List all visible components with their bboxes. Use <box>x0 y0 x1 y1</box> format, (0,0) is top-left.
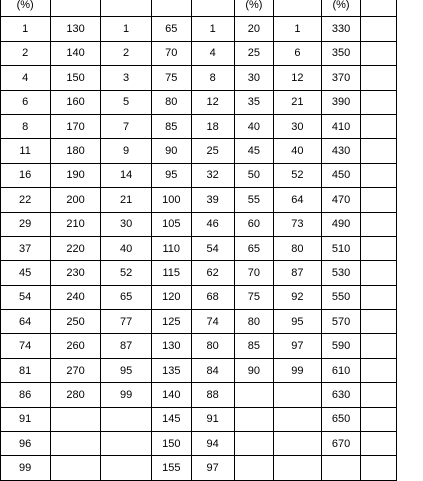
table-cell: 25 <box>234 41 273 65</box>
table-cell: 45 <box>0 261 50 285</box>
table-cell: 30 <box>234 66 273 90</box>
table-cell: 240 <box>50 285 101 309</box>
table-cell <box>361 66 397 90</box>
table-cell: 52 <box>274 163 322 187</box>
table-cell: 14 <box>101 163 152 187</box>
table-cell: 22 <box>0 188 50 212</box>
table-cell: 330 <box>321 17 361 41</box>
table-cell: 80 <box>274 236 322 260</box>
table-cell <box>274 432 322 456</box>
header-cell <box>191 0 234 17</box>
table-cell: 3 <box>101 66 152 90</box>
table-cell <box>361 407 397 431</box>
table-cell: 70 <box>151 41 191 65</box>
table-cell: 73 <box>274 212 322 236</box>
table-cell <box>234 456 273 480</box>
table-cell: 65 <box>151 17 191 41</box>
table-cell: 99 <box>0 456 50 480</box>
table-cell: 87 <box>274 261 322 285</box>
table-row <box>0 139 397 163</box>
table-cell: 550 <box>321 285 361 309</box>
table-cell <box>361 456 397 480</box>
table-cell: 260 <box>50 334 101 358</box>
table-cell: 150 <box>50 66 101 90</box>
table-row <box>0 432 397 456</box>
table-cell: 46 <box>191 212 234 236</box>
table-cell: 1 <box>0 17 50 41</box>
table-cell: 91 <box>0 407 50 431</box>
table-cell <box>361 139 397 163</box>
table-row <box>0 236 397 260</box>
table-cell: 390 <box>321 90 361 114</box>
table-cell: 430 <box>321 139 361 163</box>
table-cell <box>101 432 152 456</box>
table-cell: 6 <box>274 41 322 65</box>
table-cell: 8 <box>0 114 50 138</box>
table-cell: 220 <box>50 236 101 260</box>
table-cell: 120 <box>151 285 191 309</box>
table-cell: 2 <box>101 41 152 65</box>
table-cell: 96 <box>0 432 50 456</box>
table-cell <box>50 456 101 480</box>
table-cell: 140 <box>50 41 101 65</box>
table-cell: 12 <box>191 90 234 114</box>
table-cell: 77 <box>101 310 152 334</box>
table-row <box>0 188 397 212</box>
table-row <box>0 163 397 187</box>
table-cell: 100 <box>151 188 191 212</box>
table-cell <box>361 334 397 358</box>
table-cell <box>361 432 397 456</box>
table-cell: 97 <box>191 456 234 480</box>
table-cell: 64 <box>0 310 50 334</box>
table-cell <box>101 407 152 431</box>
table-cell: 91 <box>191 407 234 431</box>
table-row <box>0 41 397 65</box>
table-row <box>0 334 397 358</box>
table-cell: 150 <box>151 432 191 456</box>
table-cell: 510 <box>321 236 361 260</box>
table-cell: 4 <box>191 41 234 65</box>
table-cell: 50 <box>234 163 273 187</box>
table-cell <box>361 310 397 334</box>
table-cell <box>361 188 397 212</box>
header-row <box>0 0 397 17</box>
table-cell: 590 <box>321 334 361 358</box>
table-cell: 85 <box>234 334 273 358</box>
table-cell <box>274 456 322 480</box>
table-cell: 160 <box>50 90 101 114</box>
table-cell <box>361 163 397 187</box>
table-cell: 80 <box>191 334 234 358</box>
table-cell: 37 <box>0 236 50 260</box>
table-cell: 74 <box>191 310 234 334</box>
table-cell <box>361 261 397 285</box>
table-cell: 145 <box>151 407 191 431</box>
table-cell: 25 <box>191 139 234 163</box>
table-cell: 230 <box>50 261 101 285</box>
header-cell: (%) <box>0 0 50 17</box>
table-cell: 350 <box>321 41 361 65</box>
table-cell: 8 <box>191 66 234 90</box>
table-cell: 21 <box>274 90 322 114</box>
table-cell <box>361 285 397 309</box>
table-cell: 30 <box>274 114 322 138</box>
table-cell: 40 <box>274 139 322 163</box>
table-cell: 94 <box>191 432 234 456</box>
table-cell: 12 <box>274 66 322 90</box>
header-cell: (%) <box>234 0 273 17</box>
header-cell <box>274 0 322 17</box>
header-cell <box>50 0 101 17</box>
header-cell: (%) <box>321 0 361 17</box>
table-cell: 95 <box>101 358 152 382</box>
table-cell: 52 <box>101 261 152 285</box>
table-cell: 64 <box>274 188 322 212</box>
table-row <box>0 358 397 382</box>
table-cell: 1 <box>191 17 234 41</box>
table-cell: 410 <box>321 114 361 138</box>
table-cell: 20 <box>234 17 273 41</box>
table-cell: 250 <box>50 310 101 334</box>
table-cell: 105 <box>151 212 191 236</box>
table-cell: 610 <box>321 358 361 382</box>
table-cell <box>50 407 101 431</box>
table-cell <box>274 383 322 407</box>
table-cell: 630 <box>321 383 361 407</box>
table-cell <box>361 212 397 236</box>
table-cell: 210 <box>50 212 101 236</box>
table-cell <box>361 236 397 260</box>
table-cell: 530 <box>321 261 361 285</box>
table-cell: 99 <box>101 383 152 407</box>
table-cell: 85 <box>151 114 191 138</box>
table-cell <box>361 383 397 407</box>
table-cell <box>321 456 361 480</box>
table-cell <box>361 114 397 138</box>
header-cell <box>151 0 191 17</box>
table-cell: 4 <box>0 66 50 90</box>
table-cell: 11 <box>0 139 50 163</box>
table-cell: 650 <box>321 407 361 431</box>
table-cell: 90 <box>234 358 273 382</box>
table-cell: 180 <box>50 139 101 163</box>
table-cell: 40 <box>234 114 273 138</box>
table-cell: 18 <box>191 114 234 138</box>
table-cell: 130 <box>151 334 191 358</box>
table-cell: 135 <box>151 358 191 382</box>
table-cell: 86 <box>0 383 50 407</box>
table-cell: 7 <box>101 114 152 138</box>
table-cell: 84 <box>191 358 234 382</box>
table-cell: 32 <box>191 163 234 187</box>
table-cell: 39 <box>191 188 234 212</box>
table-cell <box>101 456 152 480</box>
table-cell <box>361 90 397 114</box>
table-cell: 80 <box>151 90 191 114</box>
header-cell <box>361 0 397 17</box>
table-row <box>0 90 397 114</box>
table-cell: 200 <box>50 188 101 212</box>
table-cell: 30 <box>101 212 152 236</box>
table-row <box>0 212 397 236</box>
table-cell: 95 <box>274 310 322 334</box>
table-cell: 99 <box>274 358 322 382</box>
table-cell: 190 <box>50 163 101 187</box>
table-cell: 140 <box>151 383 191 407</box>
table-cell: 670 <box>321 432 361 456</box>
table-cell: 55 <box>234 188 273 212</box>
table-cell: 490 <box>321 212 361 236</box>
table-cell: 74 <box>0 334 50 358</box>
table-cell: 68 <box>191 285 234 309</box>
table-cell: 115 <box>151 261 191 285</box>
table-cell: 88 <box>191 383 234 407</box>
table-cell: 65 <box>101 285 152 309</box>
table-cell: 21 <box>101 188 152 212</box>
table-cell: 155 <box>151 456 191 480</box>
table-cell: 29 <box>0 212 50 236</box>
table-cell: 75 <box>234 285 273 309</box>
table-cell: 110 <box>151 236 191 260</box>
table-cell <box>361 17 397 41</box>
table-cell: 87 <box>101 334 152 358</box>
table-cell <box>50 432 101 456</box>
table-cell <box>274 407 322 431</box>
table-cell: 81 <box>0 358 50 382</box>
table-cell: 570 <box>321 310 361 334</box>
table-cell: 16 <box>0 163 50 187</box>
table-row <box>0 407 397 431</box>
table-cell <box>234 432 273 456</box>
table-row <box>0 310 397 334</box>
table-cell: 280 <box>50 383 101 407</box>
table-cell: 1 <box>101 17 152 41</box>
table-cell: 40 <box>101 236 152 260</box>
table-cell: 97 <box>274 334 322 358</box>
table-cell: 95 <box>151 163 191 187</box>
table-cell: 54 <box>191 236 234 260</box>
table-cell: 6 <box>0 90 50 114</box>
table-cell: 62 <box>191 261 234 285</box>
table-cell: 54 <box>0 285 50 309</box>
table-cell: 125 <box>151 310 191 334</box>
table-row <box>0 17 397 41</box>
table-cell: 270 <box>50 358 101 382</box>
table-row <box>0 285 397 309</box>
table-cell: 170 <box>50 114 101 138</box>
table-cell: 5 <box>101 90 152 114</box>
table-cell: 60 <box>234 212 273 236</box>
table-row <box>0 456 397 480</box>
table-row <box>0 383 397 407</box>
table-cell: 1 <box>274 17 322 41</box>
table-row <box>0 66 397 90</box>
table-cell: 9 <box>101 139 152 163</box>
table-row <box>0 114 397 138</box>
table-cell: 370 <box>321 66 361 90</box>
table-cell: 130 <box>50 17 101 41</box>
table-cell: 450 <box>321 163 361 187</box>
table-cell <box>361 41 397 65</box>
table-cell: 35 <box>234 90 273 114</box>
table-cell <box>361 358 397 382</box>
table-cell: 90 <box>151 139 191 163</box>
table-cell: 80 <box>234 310 273 334</box>
table-cell: 65 <box>234 236 273 260</box>
table-cell: 45 <box>234 139 273 163</box>
table-cell <box>234 383 273 407</box>
table-cell: 70 <box>234 261 273 285</box>
header-cell <box>101 0 152 17</box>
table-cell: 75 <box>151 66 191 90</box>
table-row <box>0 261 397 285</box>
table-cell <box>234 407 273 431</box>
table-cell: 470 <box>321 188 361 212</box>
table-cell: 2 <box>0 41 50 65</box>
table-cell: 92 <box>274 285 322 309</box>
